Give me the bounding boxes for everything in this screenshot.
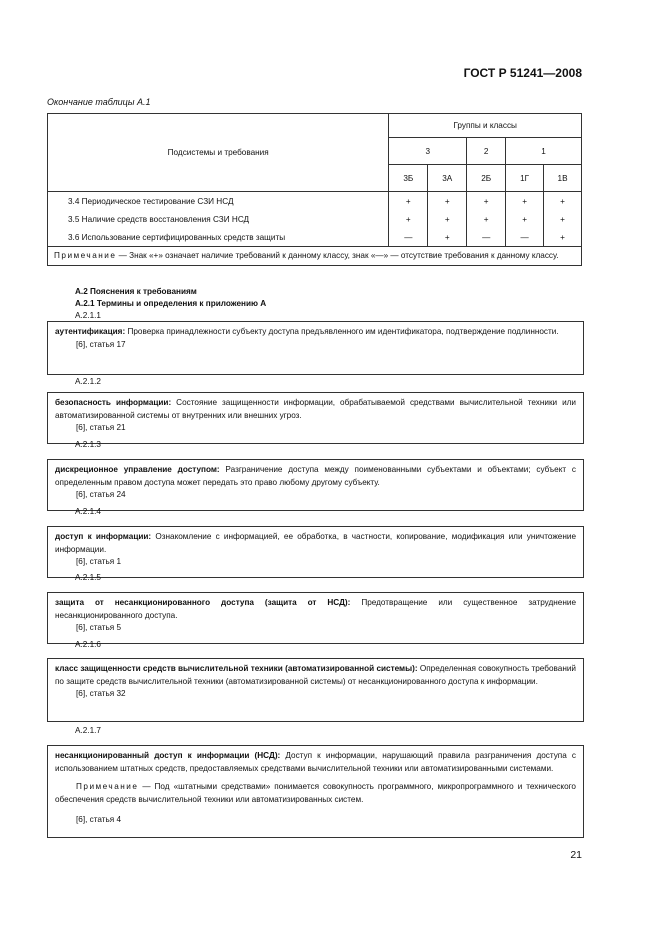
class-header: 2Б <box>467 165 506 192</box>
row-label: 3.6 Использование сертифицированных средств защиты <box>48 228 389 247</box>
column-header-subsystems: Подсистемы и требования <box>48 114 389 192</box>
clause-number: А.2.1.3 <box>75 440 101 449</box>
table-cell: + <box>428 228 467 247</box>
table-cell: + <box>428 192 467 211</box>
page-number: 21 <box>570 849 582 861</box>
term-box <box>47 526 584 578</box>
clause-number: А.2.1.1 <box>75 311 101 320</box>
table-cell: + <box>428 210 467 228</box>
term-name: класс защищенности средств вычислительной техники (автоматизированной системы): <box>55 664 418 673</box>
term-definition: Предотвращение или существенное затруднение несанкционированного доступа. <box>55 598 576 620</box>
note-prefix: Примечание <box>76 782 139 791</box>
term-box <box>47 658 584 722</box>
term-box <box>47 592 584 644</box>
term-reference: [6], статья 5 <box>76 623 122 632</box>
note-text: — Под «штатными средствами» понимается совокупность программного, микропрограммного и технического обеспечения средств вычислительной техники или автоматизированных систем. <box>55 782 576 804</box>
term-reference: [6], статья 1 <box>76 557 122 566</box>
clause-number: А.2.1.5 <box>75 573 101 582</box>
section-title: А.2 Пояснения к требованиям <box>75 287 197 296</box>
table-cell: + <box>506 210 544 228</box>
table-caption: Окончание таблицы А.1 <box>47 97 151 107</box>
row-label: 3.4 Периодическое тестирование СЗИ НСД <box>48 192 389 211</box>
table-cell: + <box>544 192 582 211</box>
class-header: 3А <box>428 165 467 192</box>
table-cell: + <box>389 192 428 211</box>
table-cell: + <box>467 192 506 211</box>
column-header-groups: Группы и классы <box>389 114 582 138</box>
term-reference: [6], статья 21 <box>76 423 126 432</box>
table-note <box>48 247 582 266</box>
term-definition: Определенная совокупность требований по защите средств вычислительной техники (автоматизированной системы) от несанкционированного доступа к информации. <box>55 664 576 686</box>
term-box <box>47 459 584 511</box>
subsection-title: А.2.1 Термины и определения к приложению А <box>75 299 267 308</box>
table-row <box>48 192 582 211</box>
term-box <box>47 321 584 375</box>
clause-number: А.2.1.4 <box>75 507 101 516</box>
term-definition: Доступ к информации, нарушающий правила разграничения доступа с использованием штатных средств, предоставляемых средствами вычислительной техники или автоматизированными системами. <box>55 751 577 773</box>
term-name: доступ к информации: <box>55 532 152 541</box>
clause-number: А.2.1.7 <box>75 726 101 735</box>
term-definition: Проверка принадлежности субъекту доступа предъявленного им идентификатора, подтверждение подлинности. <box>125 327 559 336</box>
group-header: 2 <box>467 138 506 165</box>
table-cell: — <box>467 228 506 247</box>
term-name: несанкционированный доступ к информации (НСД): <box>55 751 281 760</box>
class-header: 3Б <box>389 165 428 192</box>
table-cell: — <box>389 228 428 247</box>
term-name: защита от несанкционированного доступа (защита от НСД): <box>55 598 351 607</box>
table-cell: + <box>506 192 544 211</box>
table-row <box>48 228 582 247</box>
clause-number: А.2.1.2 <box>75 377 101 386</box>
term-reference: [6], статья 24 <box>76 490 126 499</box>
class-header: 1Г <box>506 165 544 192</box>
row-label: 3.5 Наличие средств восстановления СЗИ НСД <box>48 210 389 228</box>
term-name: безопасность информации: <box>55 398 172 407</box>
term-definition: Ознакомление с информацией, ее обработка, в частности, копирование, модификация или уничтожение информации. <box>55 532 576 554</box>
class-header: 1В <box>544 165 582 192</box>
standard-number: ГОСТ Р 51241—2008 <box>463 66 582 80</box>
table-row <box>48 210 582 228</box>
table-cell: + <box>544 210 582 228</box>
term-reference: [6], статья 17 <box>76 339 126 349</box>
term-name: аутентификация: <box>55 327 126 336</box>
term-box <box>47 392 584 444</box>
note-prefix: Примечание <box>54 251 117 260</box>
group-header: 3 <box>389 138 467 165</box>
term-note <box>55 781 576 806</box>
clause-number: А.2.1.6 <box>75 640 101 649</box>
term-name: дискреционное управление доступом: <box>55 465 220 474</box>
group-header: 1 <box>506 138 582 165</box>
term-definition: Состояние защищенности информации, обрабатываемой средствами вычислительной техники или автоматизированной системы от внутренних или внешних угроз. <box>55 398 576 420</box>
term-box <box>47 745 584 838</box>
term-reference: [6], статья 4 <box>76 815 122 824</box>
note-text: — Знак «+» означает наличие требований к данному классу, знак «—» — отсутствие требования к данному классу. <box>116 251 559 260</box>
requirements-table <box>47 113 582 266</box>
table-cell: + <box>544 228 582 247</box>
term-reference: [6], статья 32 <box>76 689 126 698</box>
table-cell: + <box>389 210 428 228</box>
table-cell: — <box>506 228 544 247</box>
term-definition: Разграничение доступа между поименованными субъектами и объектами; субъект с определенным правом доступа может передать это право любому другому субъекту. <box>55 465 576 487</box>
table-cell: + <box>467 210 506 228</box>
